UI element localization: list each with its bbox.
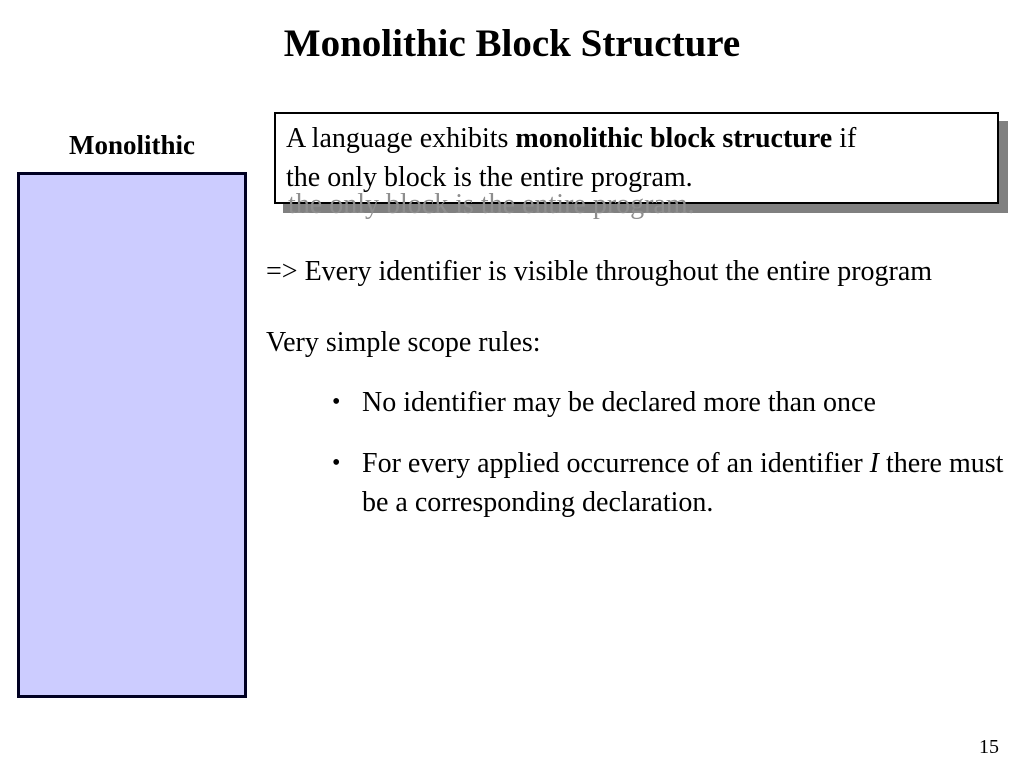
definition-line-1 — [286, 119, 997, 158]
scope-rules-heading: Very simple scope rules: — [266, 327, 541, 358]
bullet-item-applied-occurrence — [266, 444, 1016, 522]
definition-line-2: the only block is the entire program. — [286, 162, 693, 193]
bullet-text-italic-identifier: I — [869, 448, 879, 479]
body-text — [266, 252, 1016, 544]
bullet-text-pre: For every applied occurrence of an identifier — [362, 448, 870, 479]
definition-box — [274, 112, 999, 220]
clipped-ghost-text: the only block is the entire program. — [288, 189, 695, 220]
bullet-text — [362, 444, 1012, 522]
bullet-marker: • — [332, 450, 341, 476]
definition-line-1-bold: monolithic block structure — [515, 123, 833, 154]
implication-paragraph: => Every identifier is visible throughout the entire program — [266, 256, 933, 287]
page-number: 15 — [979, 736, 999, 758]
bullet-item-no-redeclare — [266, 383, 1016, 422]
bullet-text-post: there must be a corresponding declaration. — [362, 448, 1004, 518]
slide-title: Monolithic Block Structure — [283, 22, 741, 65]
monolithic-label: Monolithic — [69, 130, 195, 160]
definition-line-1-post: if — [832, 123, 857, 154]
monolithic-block-shape — [17, 172, 247, 698]
definition-line-1-pre: A language exhibits — [286, 123, 516, 154]
bullet-text: No identifier may be declared more than once — [362, 387, 876, 418]
bullet-marker: • — [332, 389, 341, 415]
